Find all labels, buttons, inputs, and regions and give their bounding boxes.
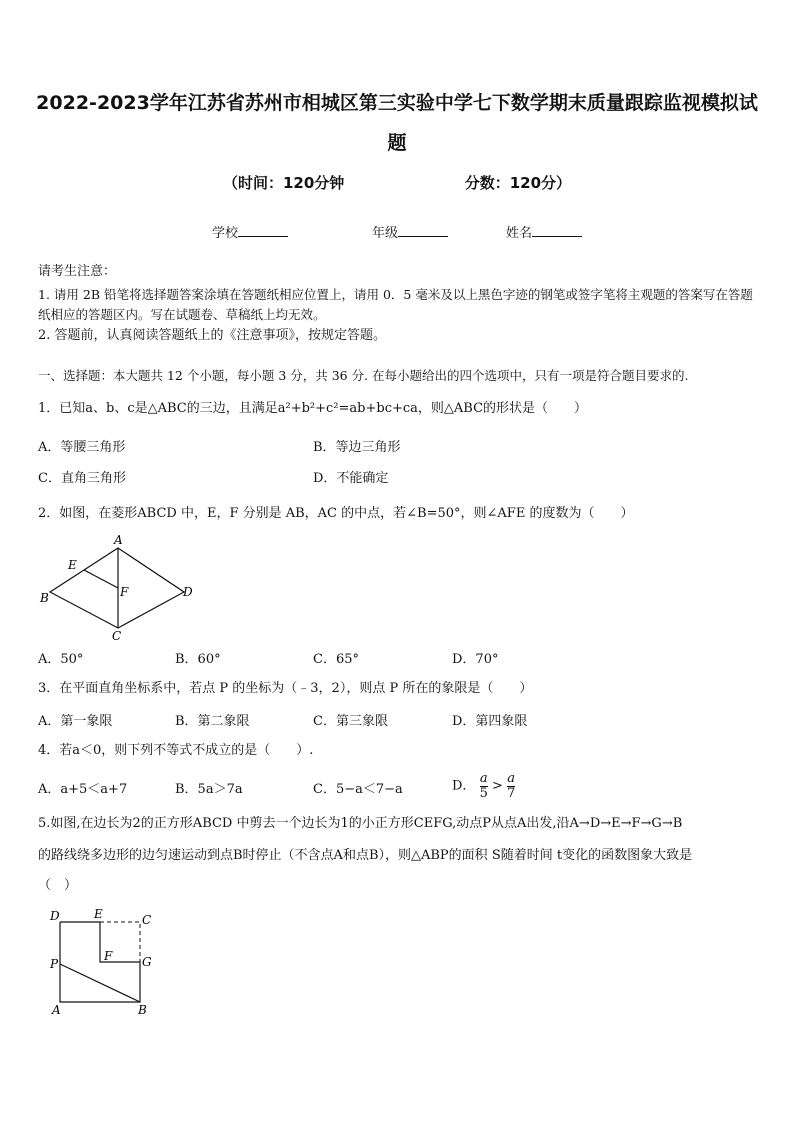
label-c: C [112, 629, 122, 643]
label-f: F [120, 585, 129, 599]
q4-option-d[interactable] [452, 772, 515, 801]
question-5-line3: （ ） [38, 878, 78, 893]
q2-option-b[interactable]: B．60° [175, 652, 221, 667]
question-3: 3．在平面直角坐标系中，若点 P 的坐标为（﹣3，2），则点 P 所在的象限是（ ） [38, 681, 533, 696]
school-field[interactable] [212, 222, 288, 241]
question-5-line2: 的路线绕多边形的边匀速运动到点B时停止（不含点A和点B），则△ABP的面积 S随着时间 t变化的函数图象大致是 [38, 848, 693, 863]
exam-title-line1: 2022-2023学年江苏省苏州市相城区第三实验中学七下数学期末质量跟踪监视模拟试 [36, 92, 758, 114]
label-g: G [142, 955, 152, 969]
fraction-right-den: 7 [507, 786, 516, 801]
label-a: A [114, 534, 123, 547]
grade-label: 年级 [372, 226, 399, 241]
exam-title-line2: 题 [387, 132, 407, 154]
fraction-right-num: a [507, 771, 516, 786]
q4-option-a[interactable]: A．a+5＜a+7 [38, 782, 128, 797]
rhombus-figure [30, 534, 210, 644]
name-label: 姓名 [506, 226, 533, 241]
q3-option-d[interactable]: D．第四象限 [452, 714, 528, 729]
q2-option-a[interactable]: A．50° [38, 652, 84, 667]
q3-option-b[interactable]: B．第二象限 [175, 714, 250, 729]
notice-item-2: 2. 答题前，认真阅读答题纸上的《注意事项》，按规定答题。 [38, 328, 387, 343]
fraction-left-num: a [479, 771, 488, 786]
question-4: 4．若a＜0，则下列不等式不成立的是（ ）. [38, 743, 314, 758]
label-f: F [104, 949, 113, 963]
q1-option-a[interactable]: A．等腰三角形 [38, 440, 126, 455]
q4-option-d-prefix: D． [452, 778, 476, 794]
q1-option-b[interactable]: B．等边三角形 [313, 440, 401, 455]
time-text: （时间：120分钟 [222, 174, 345, 192]
label-b: B [40, 591, 49, 605]
q3-option-c[interactable]: C．第三象限 [313, 714, 388, 729]
label-e: E [94, 907, 103, 921]
q2-option-c[interactable]: C．65° [313, 652, 359, 667]
q1-option-c[interactable]: C．直角三角形 [38, 471, 126, 486]
label-d: D [50, 909, 60, 923]
label-d: D [183, 585, 193, 599]
fraction-op: > [492, 778, 503, 794]
label-a: A [52, 1003, 61, 1017]
label-c: C [142, 913, 152, 927]
q4-option-c[interactable]: C．5−a＜7−a [313, 782, 403, 797]
school-label: 学校 [212, 226, 239, 241]
question-2: 2．如图，在菱形ABCD 中，E，F 分别是 AB，AC 的中点，若∠B=50°，则∠AFE 的度数为（ ） [38, 506, 634, 521]
notice-title: 请考生注意： [38, 264, 117, 279]
question-5-line1: 5.如图,在边长为2的正方形ABCD 中剪去一个边长为1的小正方形CEFG,动点P从点A出发,沿A→D→E→F→G→B [38, 816, 683, 831]
q4-option-b[interactable]: B．5a＞7a [175, 782, 243, 797]
grade-field[interactable] [372, 222, 448, 241]
fraction-left [480, 772, 488, 801]
section-1-heading: 一、选择题：本大题共 12 个小题，每小题 3 分，共 36 分. 在每小题给出的四个选项中，只有一项是符合题目要求的. [38, 368, 689, 383]
fraction-right [507, 772, 515, 801]
fraction-left-den: 5 [479, 786, 488, 801]
question-1: 1．已知a、b、c是△ABC的三边，且满足a²+b²+c²=ab+bc+ca，则△ABC的形状是（ ） [38, 401, 588, 416]
score-text: 分数：120分） [464, 174, 572, 192]
name-field[interactable] [506, 222, 582, 241]
label-p: P [50, 957, 59, 971]
label-e: E [68, 558, 77, 572]
q3-option-a[interactable]: A．第一象限 [38, 714, 113, 729]
label-b: B [138, 1003, 147, 1017]
q2-option-d[interactable]: D．70° [452, 652, 499, 667]
exam-meta [0, 172, 794, 193]
q1-option-d[interactable]: D．不能确定 [313, 471, 389, 486]
square-path-figure [44, 906, 174, 1024]
notice-item-1: 1. 请用 2B 铅笔将选择题答案涂填在答题纸相应位置上，请用 0．5 毫米及以上黑色字迹的钢笔或签字笔将主观题的答案写在答题纸相应的答题区内。写在试题卷、草稿纸上均无效。 [38, 287, 753, 322]
